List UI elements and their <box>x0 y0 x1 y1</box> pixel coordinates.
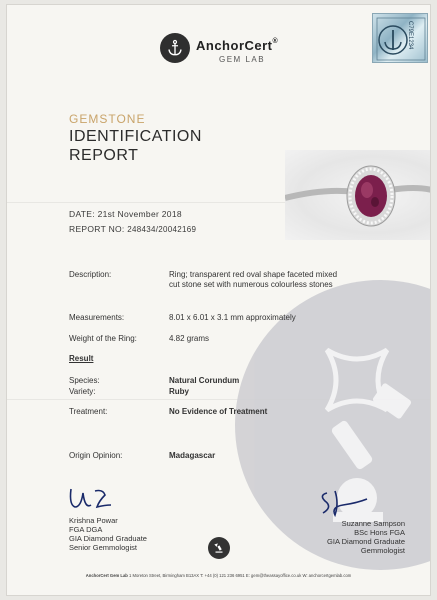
description-label: Description: <box>69 270 112 279</box>
variety-label: Variety: <box>69 387 96 396</box>
result-heading: Result <box>69 354 94 363</box>
origin-value: Madagascar <box>169 451 216 460</box>
ruby-ring-image <box>285 150 431 240</box>
signature-right <box>317 485 375 519</box>
title-gemstone: GEMSTONE <box>69 112 146 126</box>
date-line: DATE: 21st November 2018 <box>69 209 182 219</box>
treatment-value: No Evidence of Treatment <box>169 407 268 416</box>
ring-photograph <box>285 150 431 240</box>
hologram-anchor-icon <box>373 14 429 64</box>
signature-left <box>67 483 117 515</box>
weight-value: 4.82 grams <box>169 334 210 343</box>
measurements-value: 8.01 x 6.01 x 3.1 mm approximately <box>169 313 296 322</box>
brand-name: AnchorCert® <box>196 38 279 53</box>
certificate-sheet <box>6 4 431 596</box>
report-number-line: REPORT NO: 248434/20042169 <box>69 224 197 234</box>
hologram-serial: C79E1234 <box>407 21 413 50</box>
signatory-left: Krishna Powar FGA DGA GIA Diamond Graduate Senior Gemmologist <box>69 516 147 552</box>
treatment-label: Treatment: <box>69 407 108 416</box>
brand-subtitle: GEM LAB <box>219 55 266 64</box>
variety-value: Ruby <box>169 387 189 396</box>
weight-label: Weight of the Ring: <box>69 334 137 343</box>
anchor-logo-icon <box>160 33 190 63</box>
species-label: Species: <box>69 376 100 385</box>
description-value: Ring; transparent red oval shape faceted mixed cut stone set with numerous colourless stones <box>169 270 338 289</box>
security-hologram <box>372 13 428 63</box>
measurements-label: Measurements: <box>69 313 125 322</box>
signatory-right: Suzanne Sampson BSc Hons FGA GIA Diamond Graduate Gemmologist <box>327 519 405 555</box>
title-identification: IDENTIFICATION <box>69 128 202 145</box>
microscope-icon <box>212 541 226 555</box>
anchor-icon <box>166 39 184 57</box>
title-report: REPORT <box>69 147 139 164</box>
footer-address: AnchorCert Gem Lab 1 Moreton Street, Birmingham B13AX T: +44 (0) 121 236 6951 E: gem@theassayoffice.co.uk W: anchorcertgemlab.com <box>85 573 352 578</box>
origin-label: Origin Opinion: <box>69 451 123 460</box>
species-value: Natural Corundum <box>169 376 240 385</box>
footer-emblem-icon <box>208 537 230 559</box>
brand-header <box>7 15 430 75</box>
